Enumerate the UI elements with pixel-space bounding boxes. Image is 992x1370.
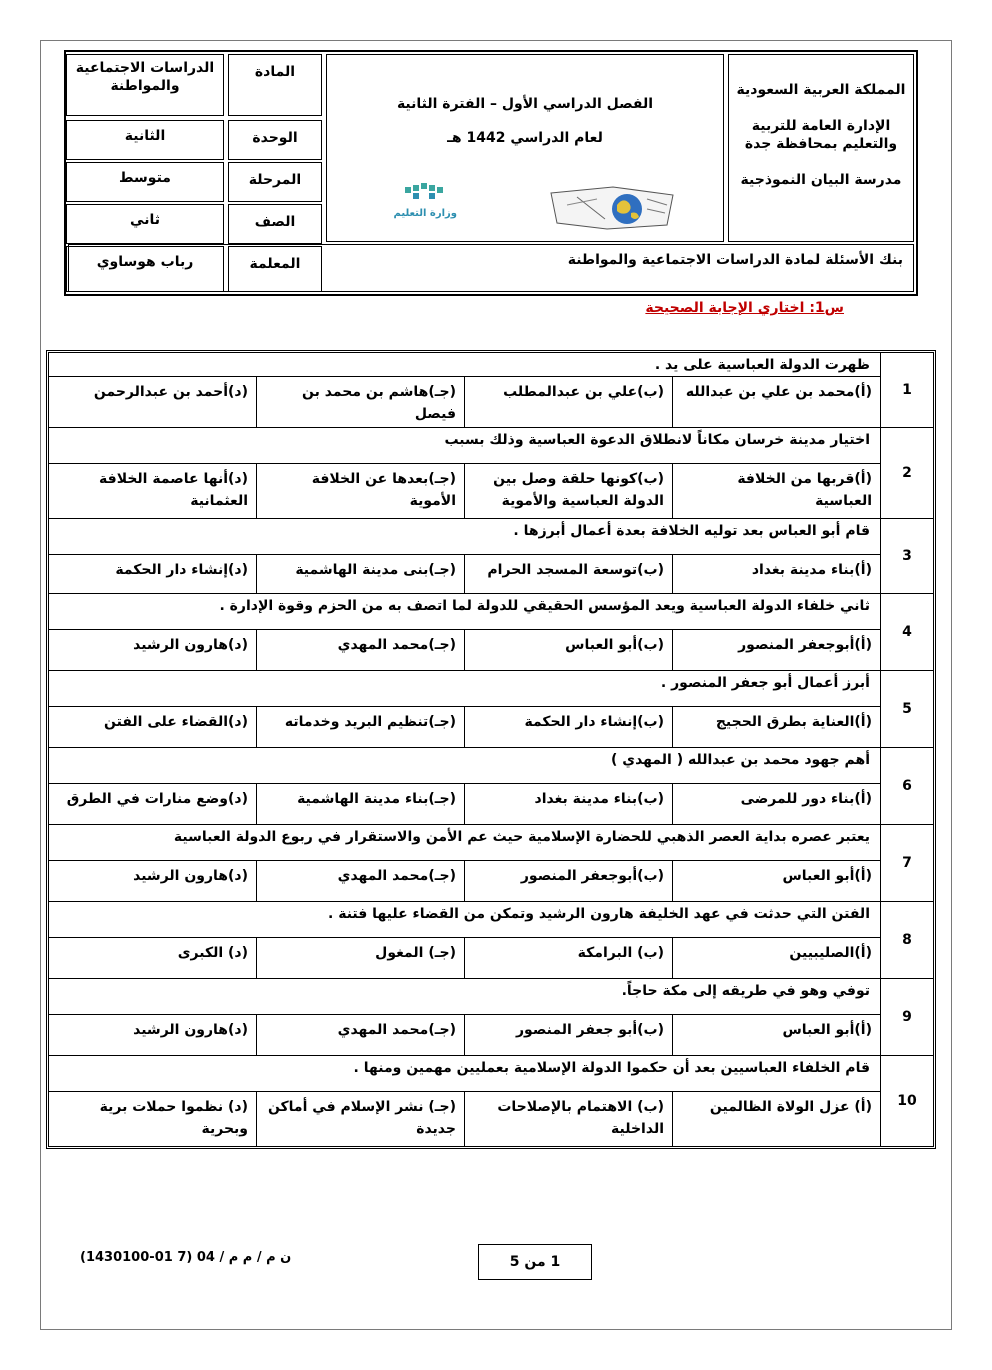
meta-value-grade: ثاني — [66, 204, 224, 244]
question-row — [49, 353, 933, 427]
question-body — [49, 353, 880, 427]
option-b: (ب)بناء مدينة بغداد — [464, 784, 672, 824]
question-stem: أهم جهود محمد بن عبدالله ( المهدي ) — [49, 748, 880, 784]
option-d: (د)أحمد بن عبدالرحمن — [93, 384, 248, 400]
question-row — [49, 670, 933, 747]
options-row — [49, 784, 880, 824]
option-a: (أ)الصليبيين — [672, 938, 880, 978]
school-globe-logo — [547, 185, 677, 231]
options-row — [49, 861, 880, 901]
question-bank-title: بنك الأسئلة لمادة الدراسات الاجتماعية والمواطنة — [68, 244, 914, 292]
option-c: (جـ)هاشم بن محمد بن فيصل — [256, 377, 464, 427]
question-body — [49, 519, 880, 593]
option-b: (ب) البرامكة — [464, 938, 672, 978]
option-a: (أ)محمد بن علي بن عبدالله — [672, 377, 880, 427]
meta-value-stage: متوسط — [66, 162, 224, 202]
option-d: (د) نظموا حملات برية وبحرية — [99, 1099, 248, 1137]
option-a: (أ)قربها من الخلافة العباسية — [672, 464, 880, 518]
question-stem: الفتن التي حدثت في عهد الخليفة هارون الرشيد وتمكن من القضاء عليها فتنة . — [49, 902, 880, 938]
question-stem: ظهرت الدولة العباسية على يد . — [49, 353, 880, 377]
option-b: (ب) الاهتمام بالإصلاحات الداخلية — [464, 1092, 672, 1146]
question-row — [49, 824, 933, 901]
question-body — [49, 428, 880, 518]
question-body — [49, 979, 880, 1055]
meta-value-teacher: رباب هوساوي — [66, 246, 224, 292]
question-stem: قام الخلفاء العباسيين بعد أن حكموا الدولة الإسلامية بعمليين مهمين ومنها . — [49, 1056, 880, 1092]
question-body — [49, 825, 880, 901]
question-stem: توفي وهو في طريقه إلى مكة حاجاً. — [49, 979, 880, 1015]
option-a: (أ)العناية بطرق الحجيج — [672, 707, 880, 747]
option-c: (جـ)محمد المهدي — [256, 630, 464, 670]
option-d: (د)إنشاء دار الحكمة — [115, 562, 248, 578]
option-a: (أ)بناء مدينة بغداد — [672, 555, 880, 593]
question-row — [49, 518, 933, 593]
term-title: الفصل الدراسي الأول – الفترة الثانية — [396, 96, 654, 112]
admin-line-1: الإدارة العامة للتربية — [751, 118, 891, 134]
question-number: 9 — [880, 979, 933, 1055]
option-d: (د)هارون الرشيد — [133, 637, 248, 653]
question-row — [49, 427, 933, 518]
option-c: (جـ) نشر الإسلام في أماكن جديدة — [256, 1092, 464, 1146]
question-number: 10 — [880, 1056, 933, 1146]
question-number: 1 — [880, 353, 933, 427]
meta-label-teacher: المعلمة — [228, 246, 322, 292]
logos-row — [327, 181, 723, 235]
question-body — [49, 671, 880, 747]
question-number: 7 — [880, 825, 933, 901]
option-c: (جـ)بنى مدينة الهاشمية — [256, 555, 464, 593]
meta-label-stage: المرحلة — [228, 162, 322, 202]
admin-line-2: والتعليم بمحافظة جدة — [744, 136, 898, 152]
question-number: 5 — [880, 671, 933, 747]
options-row — [49, 707, 880, 747]
options-row — [49, 464, 880, 518]
section-heading: س1: اختاري الإجابة الصحيحة — [645, 300, 844, 316]
term-block — [326, 54, 724, 242]
question-row — [49, 747, 933, 824]
option-a: (أ)أبو العباس — [672, 1015, 880, 1055]
option-b: (ب)إنشاء دار الحكمة — [464, 707, 672, 747]
academic-year: لعام الدراسي 1442 هـ — [447, 130, 603, 146]
options-row — [49, 377, 880, 427]
options-row — [49, 1015, 880, 1055]
kingdom-name: المملكة العربية السعودية — [736, 82, 906, 98]
option-a: (أ)أبوجعفر المنصور — [672, 630, 880, 670]
question-row — [49, 901, 933, 978]
page-number: 1 من 5 — [478, 1244, 592, 1280]
options-row — [49, 1092, 880, 1146]
question-body — [49, 594, 880, 670]
option-a: (أ) عزل الولاة الظالمين — [672, 1092, 880, 1146]
options-row — [49, 938, 880, 978]
ministry-logo-icon — [387, 181, 467, 205]
option-c: (جـ) المغول — [256, 938, 464, 978]
question-stem: يعتبر عصره بداية العصر الذهبي للحضارة الإسلامية حيث عم الأمن والاستقرار في ربوع الدولة العباسية — [49, 825, 880, 861]
question-number: 4 — [880, 594, 933, 670]
form-code: ن م / م م / 04 (7 01-1430100) — [80, 1250, 292, 1265]
meta-label-subject: المادة — [228, 54, 322, 116]
question-body — [49, 1056, 880, 1146]
option-d: (د)هارون الرشيد — [133, 1022, 248, 1038]
question-body — [49, 902, 880, 978]
option-b: (ب)علي بن عبدالمطلب — [464, 377, 672, 427]
option-c: (جـ)بعدها عن الخلافة الأموية — [256, 464, 464, 518]
option-b: (ب)أبو جعفر المنصور — [464, 1015, 672, 1055]
meta-label-grade: الصف — [228, 204, 322, 244]
questions-table — [46, 350, 936, 1149]
question-number: 2 — [880, 428, 933, 518]
options-row — [49, 555, 880, 593]
meta-value-subject: الدراسات الاجتماعية والمواطنة — [66, 54, 224, 116]
question-row — [49, 978, 933, 1055]
option-c: (جـ)محمد المهدي — [256, 861, 464, 901]
option-d: (د)وضع منارات في الطرق — [66, 791, 248, 807]
option-c: (جـ)محمد المهدي — [256, 1015, 464, 1055]
question-row — [49, 1055, 933, 1146]
question-stem: قام أبو العباس بعد توليه الخلافة بعدة أعمال أبرزها . — [49, 519, 880, 555]
option-b: (ب)أبوجعفر المنصور — [464, 861, 672, 901]
document-header — [64, 50, 918, 296]
question-number: 8 — [880, 902, 933, 978]
meta-value-unit: الثانية — [66, 120, 224, 160]
options-row — [49, 630, 880, 670]
option-d: (د)أنها عاصمة الخلافة العثمانية — [99, 471, 248, 509]
kingdom-block — [728, 54, 914, 242]
question-row — [49, 593, 933, 670]
meta-label-unit: الوحدة — [228, 120, 322, 160]
ministry-logo — [381, 181, 471, 227]
option-b: (ب)كونها حلقة وصل بين الدولة العباسية والأموية — [464, 464, 672, 518]
question-number: 6 — [880, 748, 933, 824]
option-c: (جـ)بناء مدينة الهاشمية — [256, 784, 464, 824]
question-stem: اختيار مدينة خرسان مكاناً لانطلاق الدعوة العباسية وذلك بسبب — [49, 428, 880, 464]
question-body — [49, 748, 880, 824]
option-c: (جـ)تنظيم البريد وخدماته — [256, 707, 464, 747]
option-a: (أ)بناء دور للمرضى — [672, 784, 880, 824]
question-stem: أبرز أعمال أبو جعفر المنصور . — [49, 671, 880, 707]
option-d: (د) الكبرى — [177, 945, 248, 961]
ministry-logo-text: وزارة التعليم — [393, 208, 457, 219]
option-a: (أ)أبو العباس — [672, 861, 880, 901]
question-stem: ثاني خلفاء الدولة العباسية ويعد المؤسس الحقيقي للدولة لما اتصف به من الحزم وقوة الإدارة . — [49, 594, 880, 630]
option-d: (د)هارون الرشيد — [133, 868, 248, 884]
option-b: (ب)توسعة المسجد الحرام — [464, 555, 672, 593]
option-d: (د)القضاء على الفتن — [104, 714, 248, 730]
question-number: 3 — [880, 519, 933, 593]
option-b: (ب)أبو العباس — [464, 630, 672, 670]
school-name: مدرسة البيان النموذجية — [740, 172, 902, 188]
